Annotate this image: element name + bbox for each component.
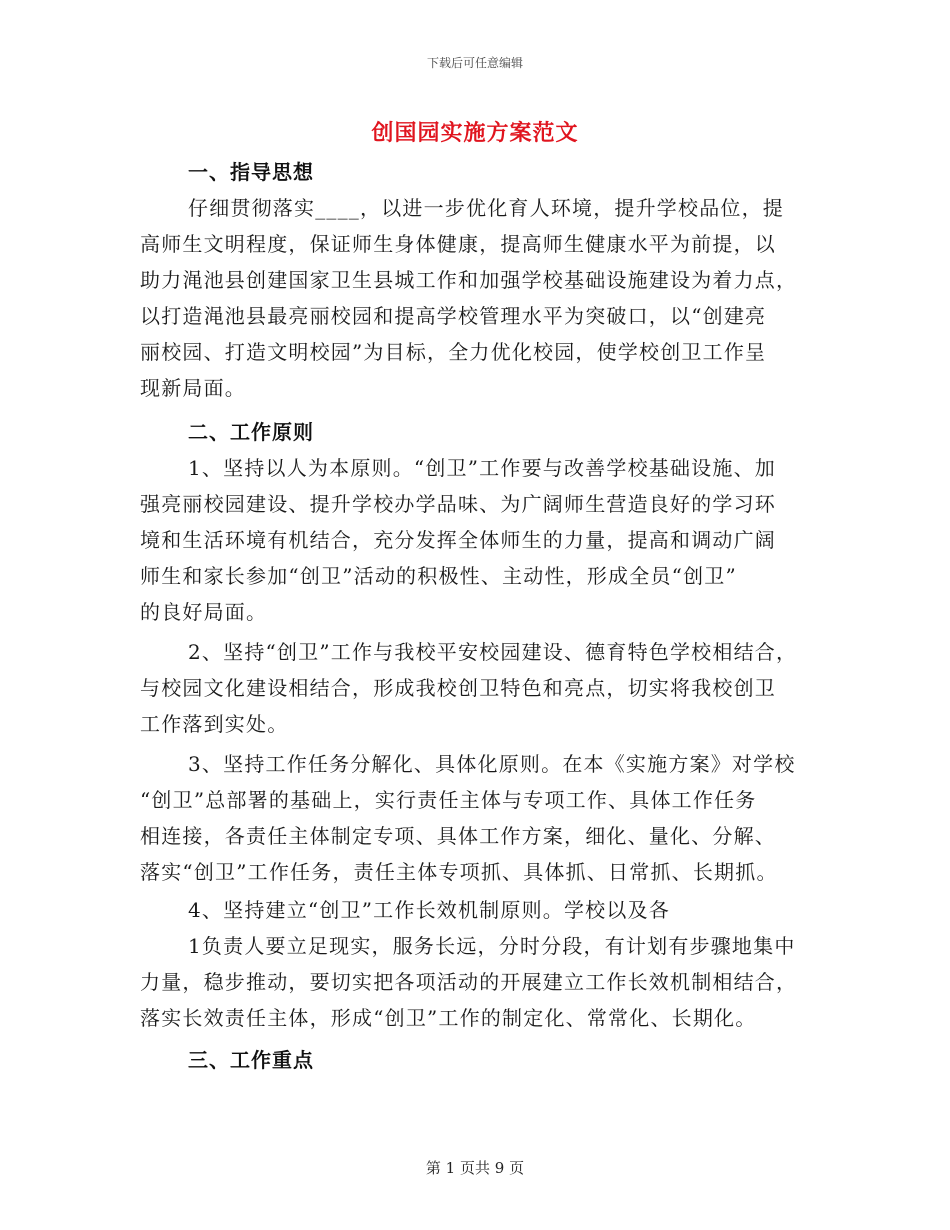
text-line: 仔细贯彻落实____，以进一步优化育人环境，提升学校品位，提 [188,196,784,220]
text-line: 落实“创卫”工作任务，责任主体专项抓、具体抓、日常抓、长期抓。 [140,860,778,884]
section-heading-3: 三、工作重点 [188,1048,314,1072]
text-line: 现新局面。 [140,376,246,400]
text-line: 境和生活环境有机结合，充分发挥全体师生的力量，提高和调动广阔 [140,528,776,552]
text-line: 相连接，各责任主体制定专项、具体工作方案，细化、量化、分解、 [140,824,776,848]
text-line: “创卫”总部署的基础上，实行责任主体与专项工作、具体工作任务 [140,788,757,812]
text-line: 4、坚持建立“创卫”工作长效机制原则。学校以及各 [188,898,670,922]
page-footer: 第 1 页共 9 页 [425,1159,525,1177]
section-heading-1: 一、指导思想 [188,160,314,184]
document-title: 创国园实施方案范文 [371,120,579,146]
section-heading-2: 二、工作原则 [188,420,314,444]
text-line: 2、坚持“创卫”工作与我校平安校园建设、德育特色学校相结合， [188,640,798,664]
text-line: 助力渑池县创建国家卫生县城工作和加强学校基础设施建设为着力点， [140,268,798,292]
text-line: 与校园文化建设相结合，形成我校创卫特色和亮点，切实将我校创卫 [140,676,776,700]
text-line: 工作落到实处。 [140,712,289,736]
text-line: 丽校园、打造文明校园”为目标，全力优化校园，使学校创卫工作呈 [140,340,767,364]
text-line: 以打造渑池县最亮丽校园和提高学校管理水平为突破口，以“创建亮 [140,304,767,328]
text-line: 的良好局面。 [140,600,268,624]
text-line: 力量，稳步推动，要切实把各项活动的开展建立工作长效机制相结合， [140,970,798,994]
text-line: 师生和家长参加“创卫”活动的积极性、主动性，形成全员“创卫” [140,564,737,588]
text-line: 落实长效责任主体，形成“创卫”工作的制定化、常常化、长期化。 [140,1006,757,1030]
text-line: 1负责人要立足现实，服务长远，分时分段，有计划有步骤地集中 [188,934,796,958]
page-header: 下载后可任意编辑 [426,56,523,70]
text-line: 1、坚持以人为本原则。“创卫”工作要与改善学校基础设施、加 [188,456,776,480]
text-line: 高师生文明程度，保证师生身体健康，提高师生健康水平为前提，以 [140,232,776,256]
text-line: 强亮丽校园建设、提升学校办学品味、为广阔师生营造良好的学习环 [140,492,776,516]
text-line: 3、坚持工作任务分解化、具体化原则。在本《实施方案》对学校 [188,752,796,776]
